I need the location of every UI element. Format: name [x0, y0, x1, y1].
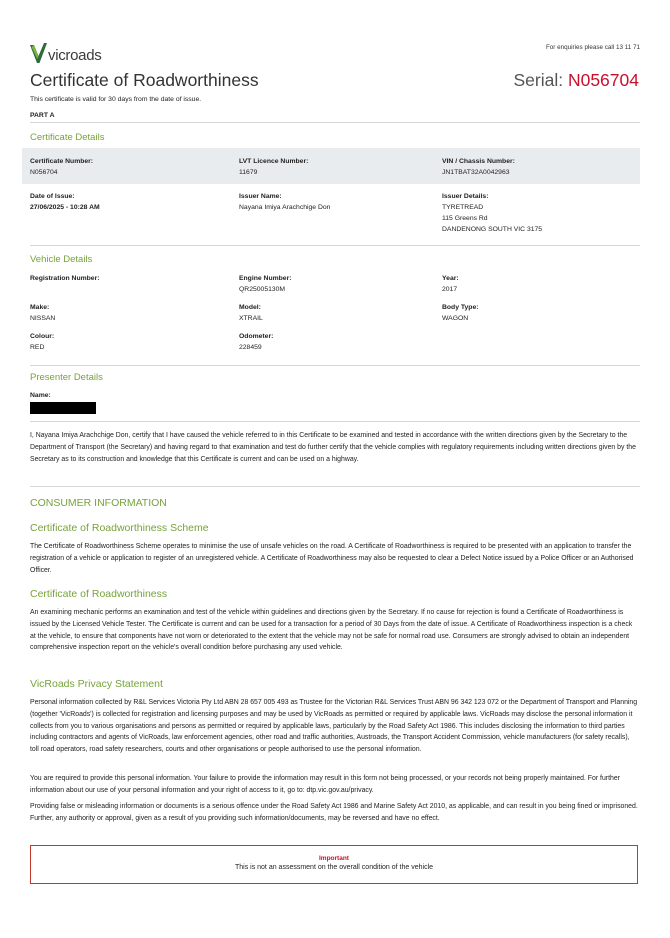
scheme-text: The Certificate of Roadworthiness Scheme operates to minimise the use of unsafe vehicles on the road. A Certificate of Roadworthiness is required to be presented with an application to transfer the registration of a vehicle or application to register of an unregistered vehicle. A Certificate of Roadworthiness may also be requested to clear a Defect Notice issued by a Police Officer or an Authorised Officer. — [30, 543, 634, 574]
page-title: Certificate of Roadworthiness — [30, 70, 259, 90]
colour-label: Colour: — [30, 333, 55, 340]
colour-field — [30, 331, 54, 353]
lvt-licence-label: LVT Licence Number: — [239, 158, 309, 165]
certificate-details-band — [22, 148, 640, 184]
registration-field — [30, 273, 100, 284]
model-value: XTRAIL — [239, 315, 263, 322]
make-label: Make: — [30, 304, 50, 311]
redacted-name — [30, 402, 96, 414]
logo-text: vicroads — [48, 47, 102, 64]
divider — [30, 486, 640, 487]
certificate-number-label: Certificate Number: — [30, 158, 94, 165]
cert-roadworthiness-text: An examining mechanic performs an examination and test of the vehicle within guidelines and directions given by the Secretary. If no cause for rejection is found a Certificate of Roadworthiness is issued by the Licensed Vehicle Tester. The Certificate is current and can be used for a transaction for a period of 30 Days from the date of issue. A Certificate of Roadworthiness inspection is a check at the vehicle, to ensure that components have not worn or deteriorated to the extent that the vehicle may not be safe for normal road use. Consumers are strongly advised to obtain an independent comprehensive inspection report on the vehicle's overall condition before purchasing any used vehicle. — [30, 609, 633, 652]
engine-number-field — [239, 273, 292, 295]
issuer-details-line: DANDENONG SOUTH VIC 3175 — [442, 226, 543, 233]
issuer-details-field — [442, 191, 542, 235]
body-type-value: WAGON — [442, 315, 469, 322]
date-of-issue-field — [30, 191, 100, 213]
consumer-information-heading: CONSUMER INFORMATION — [30, 497, 167, 509]
presenter-name-label: Name: — [30, 392, 51, 399]
vehicle-details-heading: Vehicle Details — [30, 254, 93, 265]
important-text: This is not an assessment on the overall condition of the vehicle — [234, 864, 434, 871]
certificate-details-heading: Certificate Details — [30, 132, 105, 143]
important-notice — [30, 845, 638, 884]
part-label: PART A — [30, 112, 55, 119]
odometer-value: 228459 — [239, 344, 262, 351]
lvt-licence-value: 11679 — [239, 169, 258, 176]
important-heading: Important — [319, 855, 349, 862]
certificate-number-value: N056704 — [30, 169, 58, 176]
model-label: Model: — [239, 304, 261, 311]
make-field — [30, 302, 55, 324]
date-of-issue-value: 27/06/2025 - 10:28 AM — [30, 204, 100, 211]
privacy-text-1: Personal information collected by R&L Services Victoria Pty Ltd ABN 28 657 005 493 as Trustee for the Victorian R&L Services Trust ABN 96 342 123 072 or the Department of Transport and Planning (together 'VicRoads') is collected for registration and licensing purposes and may be used by VicRoads as permitted or required by applicable laws. VicRoads may disclose the personal information it collects from you to various organisations and persons as permitted or required by applicable laws, particularly by the Road Safety Act 1986. This includes disclosing the information to third parties including contractors and agents of VicRoads, law enforcement agencies, other road and traffic authorities, Austroads, the Transport Accident Commission, vehicle manufacturers (for safety recalls), toll road operators, road safety researchers, courts and other organisations or people authorised to use the personal information. — [30, 699, 638, 754]
vin-label: VIN / Chassis Number: — [442, 158, 515, 165]
issuer-details-label: Issuer Details: — [442, 193, 489, 200]
year-field — [442, 273, 459, 295]
presenter-name-field — [30, 390, 51, 401]
issuer-name-label: Issuer Name: — [239, 193, 282, 200]
serial — [513, 70, 639, 91]
divider — [30, 245, 640, 246]
privacy-text-2: You are required to provide this personal information. Your failure to provide the information may result in this form not being processed, or your records not being properly maintained. For further information about our use of your personal information and your right of access to it, go to: dtp.vic.gov.au/privacy. — [30, 775, 620, 794]
issuer-details-line: 115 Greens Rd — [442, 215, 488, 222]
presenter-details-heading: Presenter Details — [30, 372, 103, 383]
scheme-heading: Certificate of Roadworthiness Scheme — [30, 522, 209, 534]
body-type-label: Body Type: — [442, 304, 479, 311]
issuer-name-field — [239, 191, 330, 213]
engine-number-label: Engine Number: — [239, 275, 292, 282]
vin-field — [442, 156, 515, 178]
vin-value: JN1TBAT32A0042963 — [442, 169, 510, 176]
issuer-details-line: TYRETREAD — [442, 204, 484, 211]
registration-label: Registration Number: — [30, 275, 100, 282]
enquiries-text: For enquiries please call 13 11 71 — [545, 44, 640, 51]
vicroads-tick-icon — [30, 43, 47, 63]
year-value: 2017 — [442, 286, 458, 293]
privacy-text-3: Providing false or misleading information or documents is a serious offence under the Road Safety Act 1986 and Marine Safety Act 2010, as applicable, and can result in you being fined or imprisoned. Further, any authority or approval, given as a result of you providing such information/documents, may be reversed and have no effect. — [30, 803, 638, 822]
body-type-field — [442, 302, 479, 324]
issuer-name-value: Nayana Imiya Arachchige Don — [239, 204, 331, 211]
divider — [30, 122, 640, 123]
privacy-heading: VicRoads Privacy Statement — [30, 678, 163, 690]
odometer-field — [239, 331, 273, 353]
odometer-label: Odometer: — [239, 333, 274, 340]
date-of-issue-label: Date of Issue: — [30, 193, 75, 200]
serial-number: N056704 — [567, 70, 639, 90]
model-field — [239, 302, 263, 324]
make-value: NISSAN — [30, 315, 56, 322]
serial-label: Serial: — [513, 70, 564, 90]
year-label: Year: — [442, 275, 459, 282]
certification-statement: I, Nayana Imiya Arachchige Don, certify that I have caused the vehicle referred to in this Certificate to be examined and tested in accordance with the written directions given by the Secretary to the Department of Transport (the Secretary) and having regard to that examination and test do further certify that the vehicle complies with regulatory requirements including written directions given by the Secretary as to its construction and knowledge that this Certificate is current and can be used on a highway. — [30, 432, 636, 463]
engine-number-value: QR25005130M — [239, 286, 286, 293]
validity-note: This certificate is valid for 30 days from the date of issue. — [30, 96, 202, 103]
divider — [30, 365, 640, 366]
cert-roadworthiness-heading: Certificate of Roadworthiness — [30, 588, 168, 600]
vicroads-logo — [30, 41, 101, 63]
divider — [30, 421, 640, 422]
certificate-number-field — [30, 156, 93, 178]
colour-value: RED — [30, 344, 45, 351]
lvt-licence-field — [239, 156, 308, 178]
